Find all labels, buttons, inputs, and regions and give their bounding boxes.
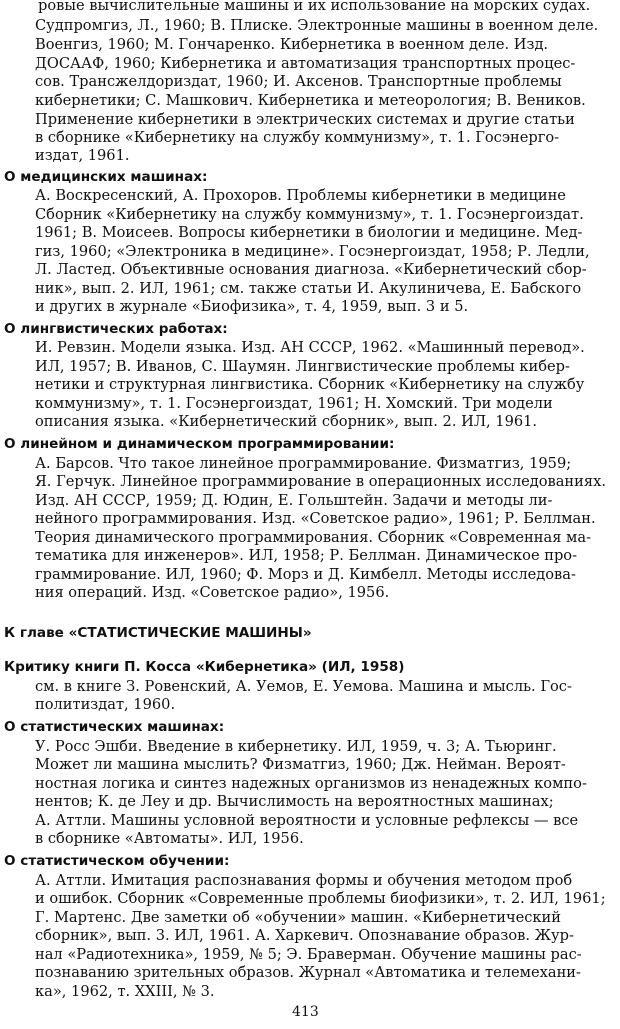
section-heading: О статистических машинах: (4, 719, 225, 735)
text-line: Я. Герчук. Линейное программирование в операционных исследованиях. (35, 473, 606, 490)
text-line: нентов; К. де Леу и др. Вычислимость на вероятностных машинах; (35, 793, 554, 810)
section-heading: О линейном и динамическом программировании: (4, 436, 395, 452)
text-line: политиздат, 1960. (35, 696, 176, 713)
section-heading: О медицинских машинах: (4, 169, 208, 185)
text-line: сборник», вып. 3. ИЛ, 1961. А. Харкевич. Опознавание образов. Жур- (35, 927, 574, 944)
section-heading: О лингвистических работах: (4, 321, 228, 337)
text-line: Судпромгиз, Л., 1960; В. Плиске. Электронные машины в военном деле. (35, 17, 599, 34)
text-line: ДОСААФ, 1960; Кибернетика и автоматизация транспортных процес- (35, 55, 576, 72)
text-line: ровые вычислительные машины и их использование на морских судах. (38, 0, 591, 14)
text-line: Военгиз, 1960; М. Гончаренко. Кибернетика в военном деле. Изд. (35, 36, 549, 53)
text-line: ник», вып. 2. ИЛ, 1961; см. также статьи И. Акулиничева, Е. Бабского (35, 280, 582, 297)
text-line: нейного программирования. Изд. «Советское радио», 1961; Р. Беллман. (35, 510, 596, 527)
section-heading: О статистическом обучении: (4, 853, 230, 869)
text-line: Л. Ластед. Объективные основания диагноза. «Кибернетический сбор- (35, 261, 587, 278)
chapter-heading: К главе «СТАТИСТИЧЕСКИЕ МАШИНЫ» (4, 625, 312, 641)
text-line: А. Воскресенский, А. Прохоров. Проблемы кибернетики в медицине (35, 187, 566, 204)
text-line: и ошибок. Сборник «Современные проблемы биофизики», т. 2. ИЛ, 1961; (35, 890, 606, 907)
text-line: ностная логика и синтез надежных организмов из ненадежных компо- (35, 775, 587, 792)
text-line: гиз, 1960; «Электроника в медицине». Госэнергоиздат, 1958; Р. Ледли, (35, 243, 590, 260)
text-line: кибернетики; С. Машкович. Кибернетика и метеорология; В. Веников. (35, 92, 586, 109)
text-line: сов. Трансжелдориздат, 1960; И. Аксенов. Транспортные проблемы (35, 73, 562, 90)
text-line: тематика для инженеров». ИЛ, 1958; Р. Беллман. Динамическое про- (35, 547, 578, 564)
text-line: Применение кибернетики в электрических системах и другие статьи (35, 111, 575, 128)
text-line: А. Барсов. Что такое линейное программирование. Физматгиз, 1959; (35, 455, 572, 472)
text-line: нетики и структурная лингвистика. Сборник «Кибернетику на службу (35, 376, 585, 393)
text-line: коммунизму», т. 1. Госэнергоиздат, 1961; Н. Хомский. Три модели (35, 395, 553, 412)
text-line: А. Аттли. Имитация распознавания формы и обучения методом проб (35, 872, 573, 889)
text-line: Сборник «Кибернетику на службу коммунизму», т. 1. Госэнергоиздат. (35, 206, 584, 223)
text-line: и других в журнале «Биофизика», т. 4, 1959, вып. 3 и 5. (35, 298, 469, 315)
section-heading: Критику книги П. Косса «Кибернетика» (ИЛ, 1958) (4, 659, 405, 675)
text-line: в сборнике «Автоматы». ИЛ, 1956. (35, 830, 304, 847)
text-line: 1961; В. Моисеев. Вопросы кибернетики в биологии и медицине. Мед- (35, 224, 583, 241)
text-line: ния операций. Изд. «Советское радио», 1956. (35, 584, 390, 601)
text-line: см. в книге З. Ровенский, А. Уемов, Е. Уемова. Машина и мысль. Гос- (35, 678, 572, 695)
text-line: Изд. АН СССР, 1959; Д. Юдин, Е. Гольштейн. Задачи и методы ли- (35, 492, 553, 509)
text-line: Может ли машина мыслить? Физматгиз, 1960; Дж. Нейман. Вероят- (35, 756, 566, 773)
text-line: Теория динамического программирования. Сборник «Современная ма- (35, 529, 592, 546)
text-line: нал «Радиотехника», 1959, № 5; Э. Браверман. Обучение машины рас- (35, 946, 582, 963)
text-line: Г. Мартенс. Две заметки об «обучении» машин. «Кибернетический (35, 909, 561, 926)
text-line: У. Росс Эшби. Введение в кибернетику. ИЛ, 1959, ч. 3; А. Тьюринг. (35, 738, 557, 755)
text-line: А. Аттли. Машины условной вероятности и условные рефлексы — все (35, 812, 579, 829)
text-line: в сборнике «Кибернетику на службу коммунизму», т. 1. Госэнерго- (35, 129, 560, 146)
text-line: И. Ревзин. Модели языка. Изд. АН СССР, 1962. «Машинный перевод». (35, 339, 585, 356)
page-number: 413 (292, 1004, 319, 1020)
text-line: ИЛ, 1957; В. Иванов, С. Шаумян. Лингвистические проблемы кибер- (35, 358, 570, 375)
text-line: граммирование. ИЛ, 1960; Ф. Морз и Д. Кимбелл. Методы исследова- (35, 566, 576, 583)
text-line: познаванию зрительных образов. Журнал «Автоматика и телемехани- (35, 964, 581, 981)
text-line: издат, 1961. (35, 147, 130, 164)
text-line: описания языка. «Кибернетический сборник», вып. 2. ИЛ, 1961. (35, 413, 538, 430)
text-line: ка», 1962, т. XXIII, № 3. (35, 983, 215, 1000)
